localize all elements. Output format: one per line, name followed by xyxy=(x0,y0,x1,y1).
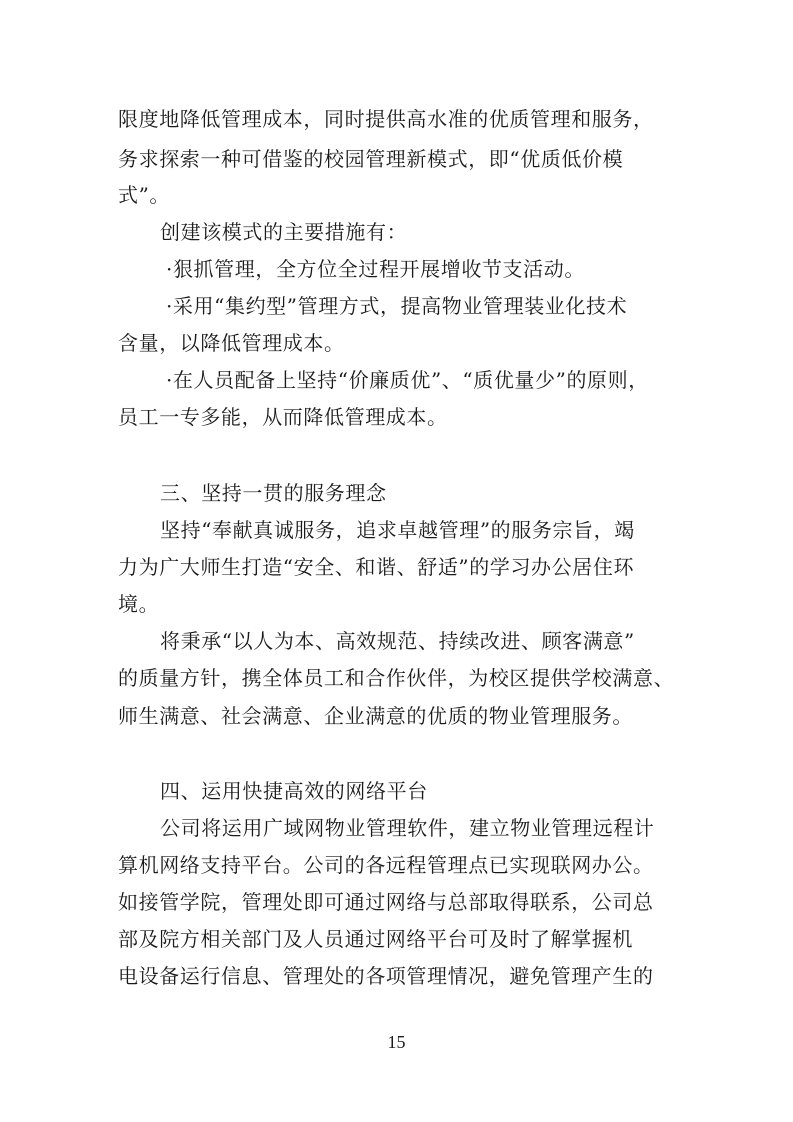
section-heading: 四、运用快捷高效的网络平台 xyxy=(160,779,428,803)
text-line: 公司将运用广域网物业管理软件，建立物业管理远程计 xyxy=(160,816,655,840)
page-number: 15 xyxy=(387,1032,406,1052)
bullet-item: ·采用“集约型”管理方式，提高物业管理装业化技术 xyxy=(166,294,628,318)
text-line: 务求探索一种可借鉴的校园管理新模式，即“优质低价模 xyxy=(118,147,624,171)
bullet-item: ·狠抓管理，全方位全过程开展增收节支活动。 xyxy=(166,257,585,281)
text-line: 限度地降低管理成本，同时提供高水准的优质管理和服务， xyxy=(118,107,654,131)
text-line: 师生满意、社会满意、企业满意的优质的物业管理服务。 xyxy=(118,704,633,728)
text-line: 式”。 xyxy=(118,183,171,207)
text-line: 将秉承“以人为本、高效规范、持续改进、顾客满意” xyxy=(160,629,635,653)
text-line: 的质量方针，携全体员工和合作伙伴，为校区提供学校满意、 xyxy=(118,666,675,690)
text-line: 力为广大师生打造“安全、和谐、舒适”的学习办公居住环 xyxy=(118,555,635,579)
bullet-item-continuation: 含量，以降低管理成本。 xyxy=(118,331,345,355)
text-line: 电设备运行信息、管理处的各项管理情况，避免管理产生的 xyxy=(118,964,654,988)
text-line: 算机网络支持平台。公司的各远程管理点已实现联网办公。 xyxy=(118,853,654,877)
text-line: 部及院方相关部门及人员通过网络平台可及时了解掌握机 xyxy=(118,927,633,951)
text-line: 坚持“奉献真诚服务，追求卓越管理”的服务宗旨，竭 xyxy=(160,518,635,542)
measures-intro: 创建该模式的主要措施有： xyxy=(160,220,408,244)
text-line: 如接管学院，管理处即可通过网络与总部取得联系，公司总 xyxy=(118,890,654,914)
bullet-item: ·在人员配备上坚持“价廉质优”、“质优量少”的原则， xyxy=(166,368,649,392)
text-line: 境。 xyxy=(118,592,160,616)
section-heading: 三、坚持一贯的服务理念 xyxy=(160,481,387,505)
bullet-item-continuation: 员工一专多能，从而降低管理成本。 xyxy=(118,405,448,429)
